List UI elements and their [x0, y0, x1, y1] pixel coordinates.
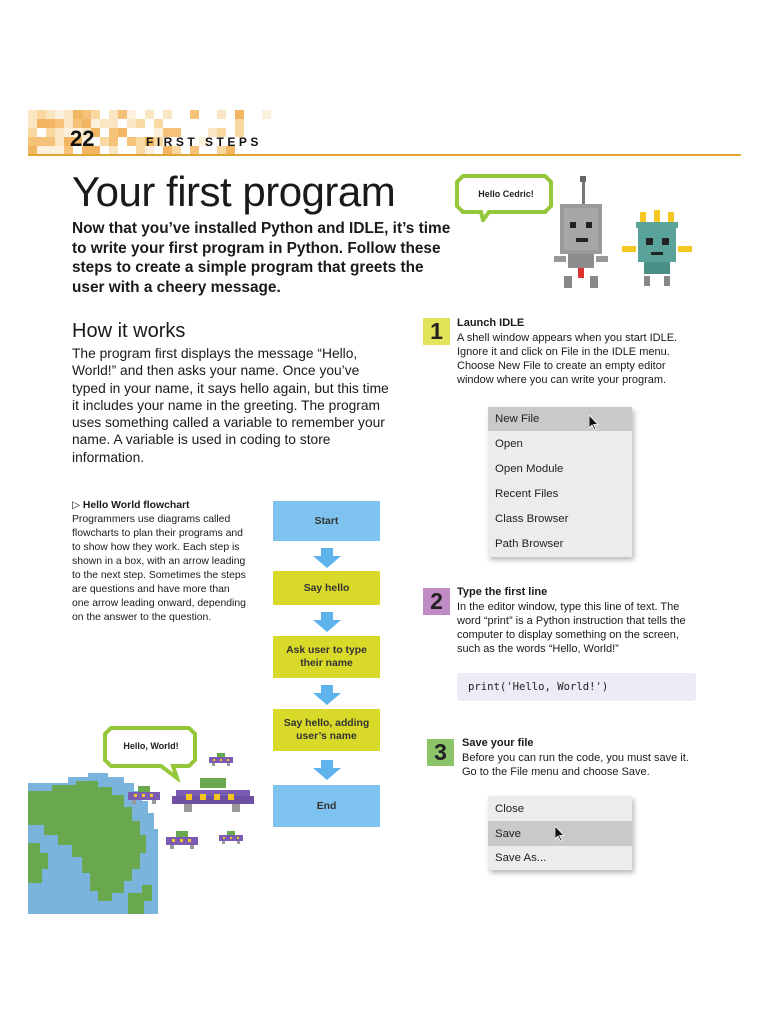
step-2-text: In the editor window, type this line of text. The word “print” is a Python instruction that tells the computer to display something on the screen, such as the words “Hello, World!”: [457, 601, 686, 655]
header-pixel: [46, 110, 55, 119]
header-pixel: [73, 110, 82, 119]
spaceship-small-icon: [128, 786, 160, 804]
header-pixel: [163, 110, 172, 119]
spaceship-small-icon: [166, 831, 198, 849]
header-pixel: [109, 137, 118, 146]
page-number: 22: [70, 126, 95, 151]
header-pixel: [154, 119, 163, 128]
robot-bubble-text: Hello Cedric!: [478, 189, 534, 199]
flowchart-caption: [72, 499, 247, 625]
header-pixel: [55, 128, 64, 137]
header-pixel: [136, 137, 145, 146]
how-it-works-heading: How it works: [72, 320, 186, 342]
header-pixel: [262, 110, 271, 119]
flow-arrow-down-icon: [312, 685, 342, 705]
flow-arrow-down-icon: [312, 612, 342, 632]
header-pixel: [55, 137, 64, 146]
step-2-title: Type the first line: [457, 586, 548, 598]
grey-robot-icon: [550, 176, 612, 292]
flow-box-ask-name: Ask user to type their name: [273, 636, 380, 678]
header-pixel: [55, 110, 64, 119]
menu-item-recent-files[interactable]: Recent Files: [495, 487, 559, 500]
menu-item-open-module[interactable]: Open Module: [495, 462, 564, 475]
header-pixel: [28, 110, 37, 119]
step-3-title: Save your file: [462, 737, 534, 749]
step-1-title: Launch IDLE: [457, 317, 525, 329]
header-pixel: [91, 110, 100, 119]
spaceship-large-icon: [172, 778, 254, 816]
flow-box-end: End: [273, 785, 380, 827]
step-1-text: A shell window appears when you start IDLE. Ignore it and click on File in the IDLE menu. Choose New File to create an empty editor window where you can write your program.: [457, 332, 678, 386]
flow-box-start: Start: [273, 501, 380, 541]
earth-bubble-text: Hello, World!: [123, 741, 179, 751]
header-pixel: [37, 110, 46, 119]
header-rule: [28, 154, 741, 156]
header-pixel: [109, 119, 118, 128]
header-pixel: [46, 137, 55, 146]
flow-box-say-hello-name: Say hello, adding user’s name: [273, 709, 380, 751]
how-it-works-body: The program first displays the message “Hello, World!” and then asks your name. Once you’ve typed in your name, it says hello again, but this time it includes your name in the greeting. The program uses something called a variable to remember your name. A variable is used in coding to store information.: [72, 346, 389, 465]
step-2-number: 2: [423, 588, 450, 615]
menu-item-path-browser[interactable]: Path Browser: [495, 537, 564, 550]
header-pixel: [46, 128, 55, 137]
header-pixel: [127, 110, 136, 119]
header-pixel: [28, 119, 37, 128]
section-label: FIRST STEPS: [146, 135, 262, 149]
step-1-number: 1: [423, 318, 450, 345]
menu-item-class-browser[interactable]: Class Browser: [495, 512, 569, 525]
header-pixel: [136, 119, 145, 128]
green-robot-icon: [620, 210, 694, 290]
flow-box-say-hello: Say hello: [273, 571, 380, 605]
header-pixel: [109, 110, 118, 119]
header-pixel: [46, 119, 55, 128]
mouse-cursor-icon: [555, 826, 565, 842]
header-pixel: [64, 110, 73, 119]
intro-paragraph: Now that you’ve installed Python and IDLE, it’s time to write your first program in Python. Follow these steps to create a simple program that greets the user with a cheery message.: [72, 220, 451, 296]
header-pixel: [100, 119, 109, 128]
header-pixel: [100, 137, 109, 146]
header-pixel: [37, 119, 46, 128]
mouse-cursor-icon: [589, 415, 599, 431]
spaceship-small-icon: [219, 831, 243, 845]
menu-item-close[interactable]: Close: [495, 802, 525, 815]
step-3-number: 3: [427, 739, 454, 766]
menu-item-new-file[interactable]: New File: [488, 407, 632, 431]
header-pixel: [37, 137, 46, 146]
header-pixel: [109, 128, 118, 137]
header-pixel: [127, 119, 136, 128]
menu-item-save-as[interactable]: Save As...: [495, 852, 547, 864]
header-pixel: [28, 137, 37, 146]
menu-item-open[interactable]: Open: [495, 437, 523, 450]
menu-item-save[interactable]: Save: [488, 821, 632, 846]
header-pixel: [235, 119, 244, 128]
header-pixel: [235, 110, 244, 119]
header-pixel: [118, 128, 127, 137]
header-pixel: [190, 110, 199, 119]
flow-arrow-down-icon: [312, 760, 342, 780]
header-pixel: [28, 128, 37, 137]
header-pixel: [82, 110, 91, 119]
step-3-text: Before you can run the code, you must save it. Go to the File menu and choose Save.: [462, 752, 689, 778]
flowchart-caption-text: Programmers use diagrams called flowcharts to plan their programs and to show how they work. Each step is shown in a box, with an arrow leading to the next step. Sometimes the steps are questions and have more than one arrow leading onward, depending on the answer to the question.: [72, 514, 246, 623]
code-snippet: print('Hello, World!'): [457, 673, 696, 701]
spaceship-small-icon: [209, 753, 233, 767]
header-pixel: [217, 110, 226, 119]
header-pixel: [145, 110, 154, 119]
flowchart-caption-title: Hello World flowchart: [82, 500, 190, 511]
header-pixel: [118, 110, 127, 119]
flow-arrow-down-icon: [312, 548, 342, 568]
header-pixel: [127, 137, 136, 146]
page-title: Your first program: [72, 168, 396, 215]
header-pixel: [55, 119, 64, 128]
caption-marker-icon: ▷: [72, 500, 80, 511]
file-menu-new: [488, 407, 632, 557]
